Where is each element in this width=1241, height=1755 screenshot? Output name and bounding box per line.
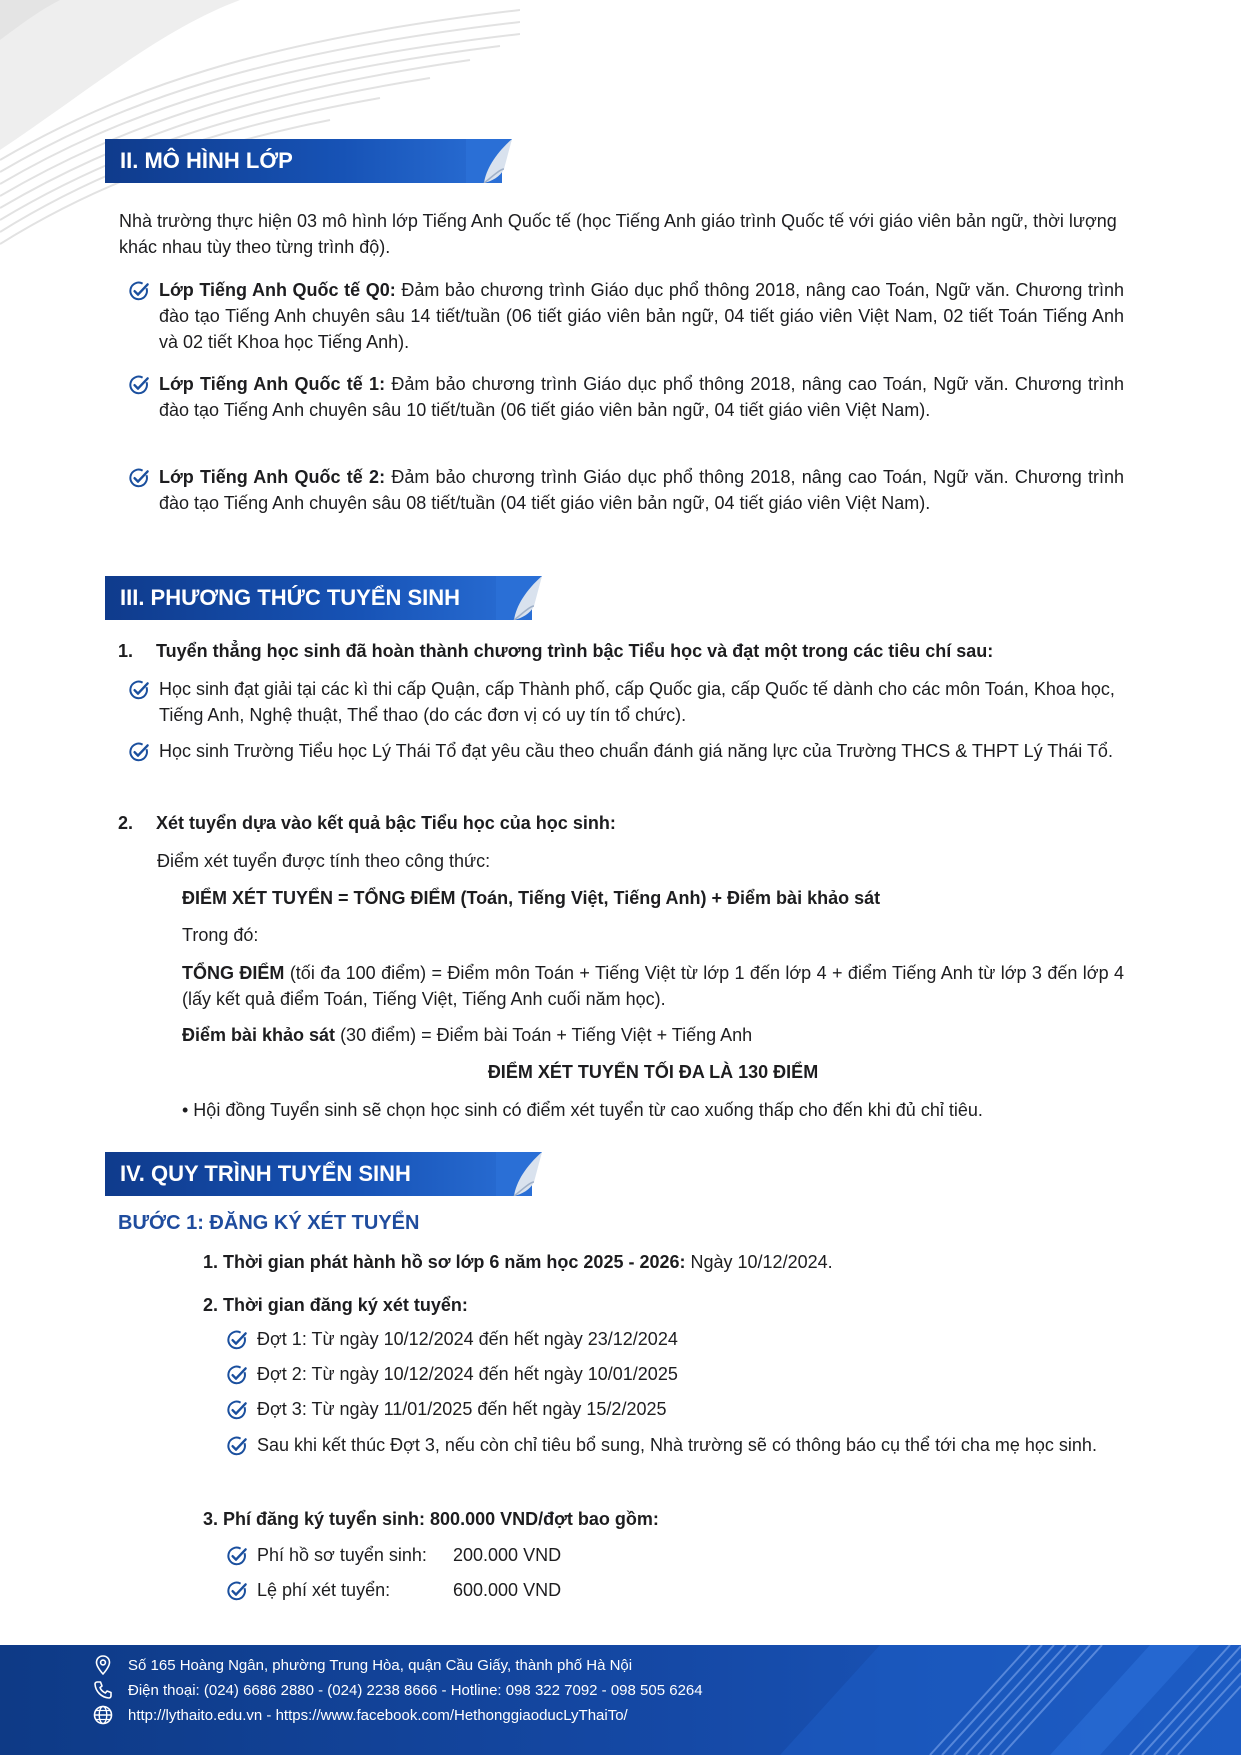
class-model-text: Đảm bảo chương trình Giáo dục phổ thông 2018, nâng cao Toán, Ngữ văn. Chương trình đào tạo Tiếng Anh chuyên sâu 14 tiết/tuần (06 tiết giáo viên bản ngữ, 04 tiết giáo viên Việt Nam, 02 tiết Toán Tiếng Anh và 02 tiết Khoa học Tiếng Anh). [159,280,1124,352]
footer [0,1645,1241,1755]
section-2-heading-text: II. MÔ HÌNH LỚP [120,148,293,173]
survey-score-text: (30 điểm) = Điểm bài Toán + Tiếng Việt + Tiếng Anh [335,1025,753,1045]
location-pin-icon [92,1654,114,1676]
round-text: Đợt 1: Từ ngày 10/12/2024 đến hết ngày 23/12/2024 [257,1329,678,1349]
registration-round [226,1396,1126,1422]
page-curl-icon [466,139,512,183]
fee-item-amount: 200.000 VND [453,1545,562,1565]
section-2-heading [105,139,502,183]
check-circle-icon [226,1329,248,1351]
section-4-heading-text: IV. QUY TRÌNH TUYỂN SINH [120,1161,411,1186]
section-2-intro: Nhà trường thực hiện 03 mô hình lớp Tiếng Anh Quốc tế (học Tiếng Anh giáo trình Quốc tế với giáo viên bản ngữ, thời lượng khác nhau tùy theo từng trình độ). [119,211,1117,257]
direct-admission-criterion [128,738,1124,764]
fee-item [226,1542,826,1568]
class-model-title: Lớp Tiếng Anh Quốc tế 1: [159,374,386,394]
check-circle-icon [226,1399,248,1421]
round-text: Đợt 3: Từ ngày 11/01/2025 đến hết ngày 15/2/2025 [257,1399,667,1419]
check-circle-icon [226,1435,248,1457]
section-3-heading-text: III. PHƯƠNG THỨC TUYỂN SINH [120,585,461,610]
footer-web-text[interactable]: http://lythaito.edu.vn - https://www.facebook.com/HethonggiaoducLyThaiTo/ [128,1706,628,1724]
footer-address-text: Số 165 Hoàng Ngân, phường Trung Hòa, quận Cầu Giấy, thành phố Hà Nội [128,1656,633,1674]
registration-round [226,1361,1126,1387]
phone-icon [92,1679,114,1701]
formula-intro: Điểm xét tuyển được tính theo công thức: [157,851,491,871]
registration-round [226,1432,1126,1458]
class-model-text: Đảm bảo chương trình Giáo dục phổ thông 2018, nâng cao Toán, Ngữ văn. Chương trình đào tạo Tiếng Anh chuyên sâu 10 tiết/tuần (06 tiết giáo viên bản ngữ, 04 tiết giáo viên Việt Nam). [159,374,1125,420]
check-circle-icon [128,467,150,489]
section-4-heading [105,1152,532,1196]
check-circle-icon [128,280,150,302]
issue-time-value: Ngày 10/12/2024. [685,1252,833,1272]
total-score-definition [182,960,1124,1012]
footer-phone-text: Điện thoại: (024) 6686 2880 - (024) 2238 8666 - Hotline: 098 322 7092 - 098 505 6264 [128,1681,703,1699]
criterion-text: Học sinh đạt giải tại các kì thi cấp Quận, cấp Thành phố, cấp Quốc gia, cấp Quốc tế dành cho các môn Toán, Khoa học, Tiếng Anh, Nghệ thuật, Thể thao (do các đơn vị có uy tín tổ chức). [159,679,1115,725]
class-model-title: Lớp Tiếng Anh Quốc tế 2: [159,467,386,487]
where-label: Trong đó: [182,925,259,945]
footer-phone [92,1679,703,1701]
fee-item-label: Lệ phí xét tuyển: [257,1580,391,1600]
fee-item-amount: 600.000 VND [453,1580,562,1600]
issue-time-label: 1. Thời gian phát hành hồ sơ lớp 6 năm học 2025 - 2026: [203,1252,686,1272]
class-model-title: Lớp Tiếng Anh Quốc tế Q0: [159,280,396,300]
section-3-heading [105,576,532,620]
method-2-title: Xét tuyển dựa vào kết quả bậc Tiểu học của học sinh: [156,813,616,833]
globe-icon [92,1704,114,1726]
survey-score-label: Điểm bài khảo sát [182,1025,336,1045]
council-note: • Hội đồng Tuyển sinh sẽ chọn học sinh có điểm xét tuyển từ cao xuống thấp cho đến khi đủ chỉ tiêu. [182,1100,983,1120]
check-circle-icon [128,741,150,763]
check-circle-icon [128,374,150,396]
round-text: Đợt 2: Từ ngày 10/12/2024 đến hết ngày 10/01/2025 [257,1364,678,1384]
fee-item-label: Phí hồ sơ tuyển sinh: [257,1545,427,1565]
check-circle-icon [226,1545,248,1567]
method-1-title: Tuyển thẳng học sinh đã hoàn thành chương trình bậc Tiểu học và đạt một trong các tiêu chí sau: [156,641,994,661]
page-curl-icon [496,1152,542,1196]
max-score-note: ĐIỂM XÉT TUYỂN TỐI ĐA LÀ 130 ĐIỂM [487,1062,819,1082]
fee-label: 3. Phí đăng ký tuyển sinh: 800.000 VND/đợt bao gồm: [203,1509,659,1529]
total-score-label: TỔNG ĐIỂM [182,963,285,983]
method-1-number: 1. [118,641,134,661]
criterion-text: Học sinh Trường Tiểu học Lý Thái Tổ đạt yêu cầu theo chuẩn đánh giá năng lực của Trường THCS & THPT Lý Thái Tổ. [159,741,1113,761]
fee-item [226,1577,826,1603]
direct-admission-criterion [128,676,1124,728]
class-model-item [128,277,1124,355]
method-2-number: 2. [118,813,134,833]
check-circle-icon [226,1580,248,1602]
check-circle-icon [226,1364,248,1386]
footer-web [92,1704,628,1726]
class-model-text: Đảm bảo chương trình Giáo dục phổ thông 2018, nâng cao Toán, Ngữ văn. Chương trình đào tạo Tiếng Anh chuyên sâu 08 tiết/tuần (04 tiết giáo viên bản ngữ, 04 tiết giáo viên Việt Nam). [159,467,1125,513]
step-1-title: BƯỚC 1: ĐĂNG KÝ XÉT TUYỂN [118,1212,420,1234]
check-circle-icon [128,679,150,701]
round-text: Sau khi kết thúc Đợt 3, nếu còn chỉ tiêu bổ sung, Nhà trường sẽ có thông báo cụ thể tới cha mẹ học sinh. [257,1435,1097,1455]
registration-round [226,1326,1126,1352]
class-model-item [128,371,1124,423]
admission-formula: ĐIỂM XÉT TUYỂN = TỔNG ĐIỂM (Toán, Tiếng Việt, Tiếng Anh) + Điểm bài khảo sát [182,888,881,908]
footer-address [92,1654,632,1676]
page-curl-icon [496,576,542,620]
issue-time [203,1249,833,1275]
class-model-item [128,464,1124,516]
total-score-text: (tối đa 100 điểm) = Điểm môn Toán + Tiếng Việt từ lớp 1 đến lớp 4 + điểm Tiếng Anh từ lớp 3 đến lớp 4 (lấy kết quả điểm Toán, Tiếng Việt, Tiếng Anh cuối năm học). [182,963,1124,1009]
survey-score-definition [182,1022,752,1048]
registration-time-label: 2. Thời gian đăng ký xét tuyển: [203,1295,468,1315]
